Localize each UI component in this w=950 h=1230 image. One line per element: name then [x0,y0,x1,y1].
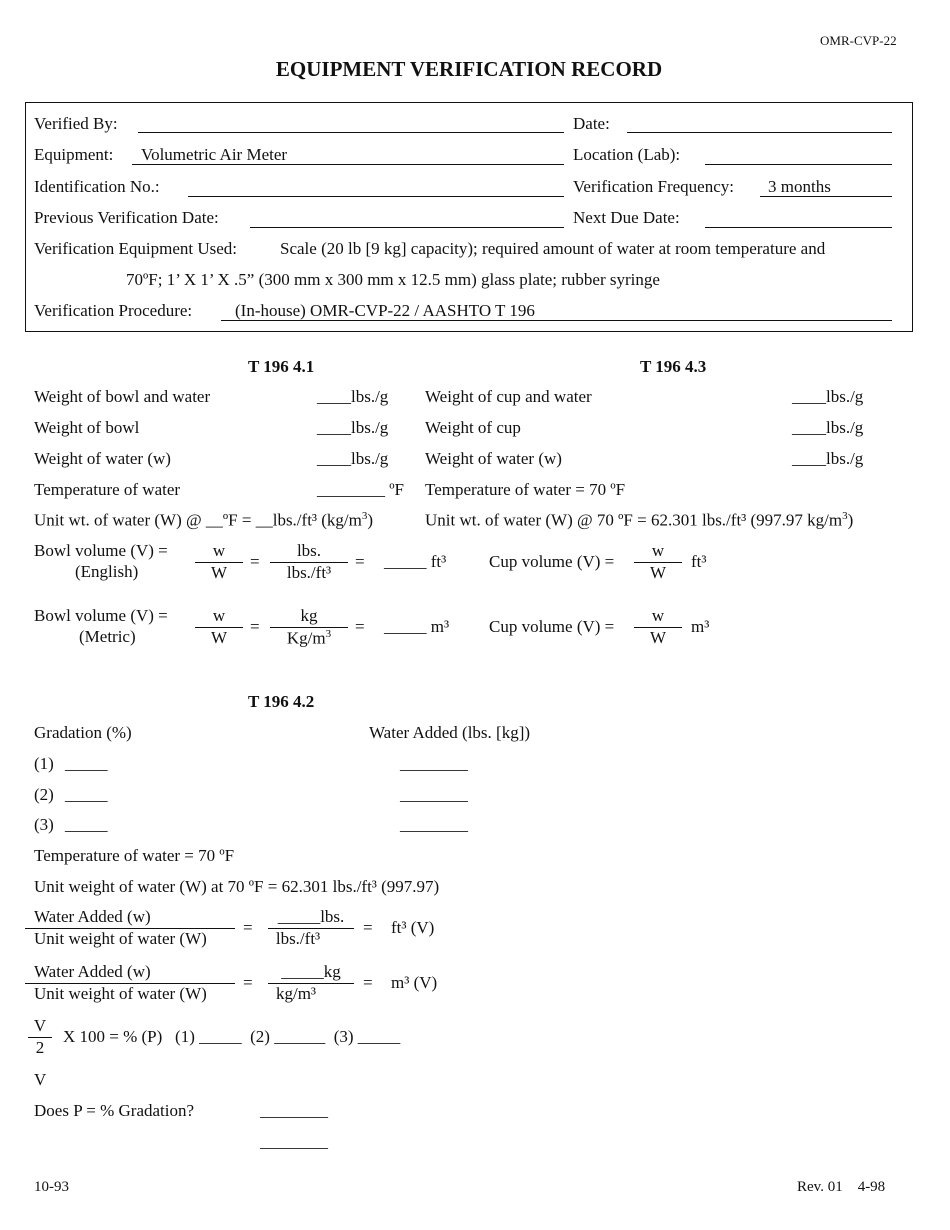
s41-row-label: Weight of bowl and water [34,387,211,406]
v-denominator: 2 [35,1038,45,1057]
s41-unit-weight: Unit wt. of water (W) @ __ºF = __lbs./ft³ $(kg/m^3)$ [34,510,374,530]
s43-temperature: Temperature of water = 70 ºF [425,480,626,499]
v-bottom: V [34,1070,47,1089]
gradation-num: (2) [34,785,54,804]
date-field[interactable] [627,132,892,133]
does-p-question: Does P = % Gradation? [34,1101,195,1120]
percent-formula[interactable]: X 100 = % (P) (1) _____ (2) ______ (3) _____ [63,1027,401,1046]
frac-kg-num[interactable]: _____kg [281,962,341,981]
procedure-value: (In-house) OMR-CVP-22 / AASHTO T 196 [235,301,535,320]
s41-row-unit[interactable]: ________ ºF [317,480,404,499]
s43-unit-weight: Unit wt. of water (W) @ 70 ºF = 62.301 lbs./ft³ (997.97 $kg/m^3$) [425,510,854,530]
section-42-heading: T 196 4.2 [248,692,315,711]
frac-W: W [210,563,228,582]
gradation-label: Gradation (%) [34,723,132,742]
wa-numerator: Water Added (w) [34,907,151,926]
frac-kg: kg [300,606,318,625]
water-added-blank[interactable]: ________ [400,785,468,804]
equals: = [363,918,373,937]
next-due-label: Next Due Date: [573,208,680,227]
bowl-english-sub: (English) [75,562,139,581]
cup-volume-label: Cup volume (V) = [489,552,615,571]
equals: = [355,552,365,571]
does-p-answer[interactable]: ________ [260,1101,328,1120]
frac-W: W [210,628,228,647]
footer-revision: Rev. 01 4-98 [797,1179,886,1195]
previous-date-field[interactable] [250,227,564,228]
s43-row-unit[interactable]: ____lbs./g [792,387,864,406]
wa-numerator: Water Added (w) [34,962,151,981]
next-due-field[interactable] [705,227,892,228]
frequency-value: 3 months [768,177,831,196]
frac-w: w [651,606,665,625]
frac-lbs-den: lbs./ft³ [275,929,321,948]
equipment-used-label: Verification Equipment Used: [34,239,238,258]
bowl-english-label: Bowl volume (V) = [34,541,168,560]
page-title: EQUIPMENT VERIFICATION RECORD [275,57,663,81]
s42-temperature: Temperature of water = 70 ºF [34,846,235,865]
identification-field[interactable] [188,196,564,197]
frac-kg-m3: $Kg/m^3$ [286,628,332,648]
location-field[interactable] [705,164,892,165]
previous-date-label: Previous Verification Date: [34,208,219,227]
water-added-label: Water Added (lbs. [kg]) [369,723,531,742]
gradation-blank[interactable]: _____ [65,785,108,804]
v-numerator: V [33,1016,47,1035]
equipment-value: Volumetric Air Meter [141,145,288,164]
s43-row-unit[interactable]: ____lbs./g [792,449,864,468]
bowl-metric-sub: (Metric) [79,627,136,646]
cup-m3-unit: m³ [691,617,710,636]
equals: = [363,973,373,992]
frac-w: w [212,541,226,560]
identification-label: Identification No.: [34,177,160,196]
date-label: Date: [573,114,610,133]
section-43-heading: T 196 4.3 [640,357,707,376]
equipment-used-line1: Scale (20 lb [9 kg] capacity); required amount of water at room temperature and [280,239,826,258]
s43-row-label: Weight of water (w) [425,449,562,468]
section-41-heading: T 196 4.1 [248,357,315,376]
location-label: Location (Lab): [573,145,681,164]
s42-unit-weight: Unit weight of water (W) at 70 ºF = 62.301 lbs./ft³ (997.97) [34,877,440,896]
frac-w: w [651,541,665,560]
equipment-label: Equipment: [34,145,114,164]
frac-lbs: lbs. [296,541,322,560]
wa-denominator: Unit weight of water (W) [34,929,207,948]
verified-by-field[interactable] [138,132,564,133]
gradation-blank[interactable]: _____ [65,754,108,773]
frac-W: W [649,628,667,647]
s43-row-unit[interactable]: ____lbs./g [792,418,864,437]
equipment-used-line2: 70ºF; 1’ X 1’ X .5” (300 mm x 300 mm x 12.5 mm) glass plate; rubber syringe [126,270,660,289]
equals: = [250,552,260,571]
water-added-blank[interactable]: ________ [400,815,468,834]
procedure-label: Verification Procedure: [34,301,193,320]
verified-by-label: Verified By: [34,114,118,133]
equals: = [243,973,253,992]
water-added-blank[interactable]: ________ [400,754,468,773]
s41-row-label: Temperature of water [34,480,181,499]
cup-volume-label: Cup volume (V) = [489,617,615,636]
does-p-answer[interactable]: ________ [260,1132,328,1151]
cup-ft3-unit: ft³ [691,552,707,571]
s41-row-unit[interactable]: ____lbs./g [317,418,389,437]
equals: = [355,617,365,636]
frac-lbs-ft3: lbs./ft³ [286,563,332,582]
frac-w: w [212,606,226,625]
bowl-english-result[interactable]: _____ ft³ [384,552,447,571]
frac-lbs-num[interactable]: _____lbs. [277,907,345,926]
s41-row-label: Weight of bowl [34,418,140,437]
s41-row-unit[interactable]: ____lbs./g [317,387,389,406]
gradation-num: (1) [34,754,54,773]
footer-left: 10-93 [34,1179,69,1195]
frac-W: W [649,563,667,582]
bowl-metric-label: Bowl volume (V) = [34,606,168,625]
gradation-blank[interactable]: _____ [65,815,108,834]
s41-row-unit[interactable]: ____lbs./g [317,449,389,468]
gradation-num: (3) [34,815,54,834]
wa-denominator: Unit weight of water (W) [34,984,207,1003]
bowl-metric-result[interactable]: _____ m³ [384,617,450,636]
frequency-label: Verification Frequency: [573,177,734,196]
equals: = [250,617,260,636]
equals: = [243,918,253,937]
m3-v-label: m³ (V) [391,973,438,992]
ft3-v-label: ft³ (V) [391,918,435,937]
document-code: OMR-CVP-22 [820,33,897,48]
s41-row-label: Weight of water (w) [34,449,171,468]
s43-row-label: Weight of cup [425,418,521,437]
frac-kg-den: kg/m³ [275,984,317,1003]
s43-row-label: Weight of cup and water [425,387,592,406]
